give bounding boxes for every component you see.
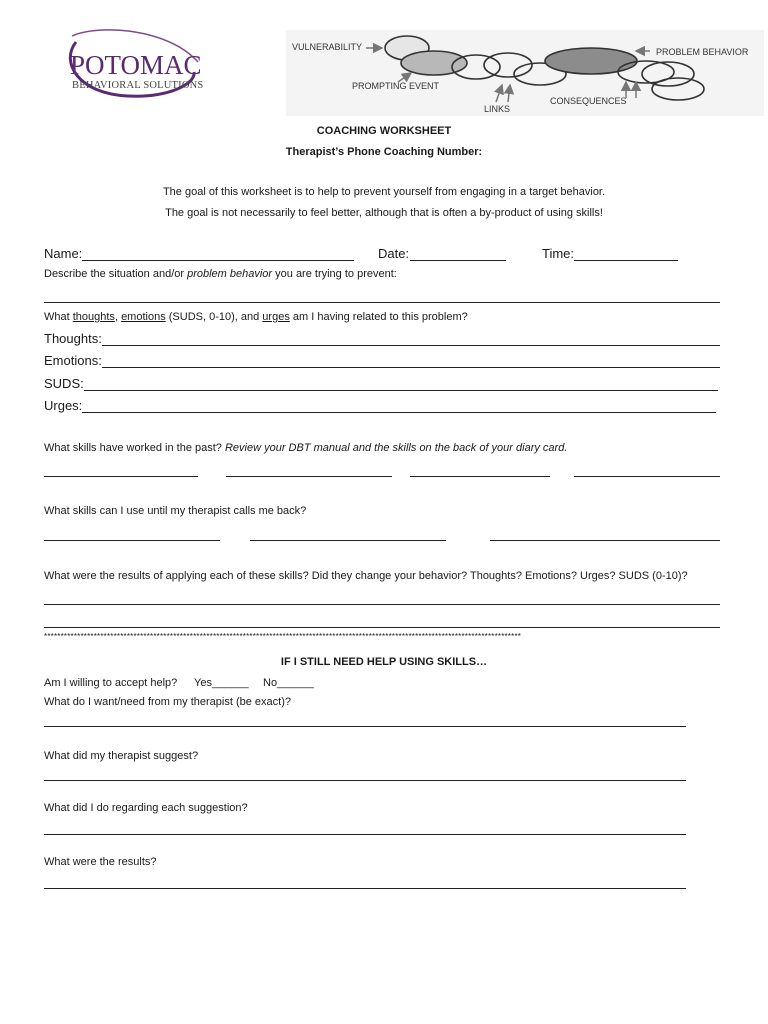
- thoughts-emotions-urges-prompt: What thoughts, emotions (SUDS, 0-10), and urges am I having related to this problem?: [44, 311, 468, 323]
- urges-field[interactable]: [82, 412, 716, 413]
- logo-tagline: BEHAVIORAL SOLUTIONS: [72, 80, 204, 91]
- section-2-title: IF I STILL NEED HELP USING SKILLS…: [280, 656, 488, 668]
- situation-answer-line[interactable]: [44, 302, 720, 303]
- therapist-suggest-answer-line[interactable]: [44, 780, 686, 781]
- accept-help-prompt: Am I willing to accept help?: [44, 677, 178, 689]
- callback-skill-field-3[interactable]: [490, 540, 720, 541]
- skill-results-line-1[interactable]: [44, 604, 720, 605]
- section-divider: ************************************************************************************************************************************************: [44, 632, 522, 641]
- intro-line-1: The goal of this worksheet is to help to prevent yourself from engaging in a target behavior.: [162, 186, 606, 198]
- skill-results-line-2[interactable]: [44, 627, 720, 628]
- therapist-suggest-prompt: What did my therapist suggest?: [44, 750, 199, 762]
- situation-prompt: Describe the situation and/or problem behavior you are trying to prevent:: [44, 268, 397, 280]
- worksheet-title: COACHING WORKSHEET: [316, 125, 452, 137]
- final-results-prompt: What were the results?: [44, 856, 157, 868]
- past-skill-field-4[interactable]: [574, 476, 720, 477]
- date-field[interactable]: [410, 260, 506, 261]
- chain-analysis-diagram: [286, 30, 764, 116]
- name-field[interactable]: [82, 260, 354, 261]
- until-callback-prompt: What skills can I use until my therapist calls me back?: [44, 505, 307, 517]
- want-need-answer-line[interactable]: [44, 726, 686, 727]
- thoughts-field[interactable]: [102, 345, 720, 346]
- logo-wordmark: POTOMAC: [70, 50, 202, 80]
- suggestion-actions-answer-line[interactable]: [44, 834, 686, 835]
- phone-coaching-label: Therapist’s Phone Coaching Number:: [285, 146, 483, 158]
- past-skill-field-1[interactable]: [44, 476, 198, 477]
- time-label: Time:: [542, 246, 575, 261]
- emotions-label: Emotions:: [44, 353, 102, 368]
- skill-results-prompt: What were the results of applying each of these skills? Did they change your behavior? Thoughts? Emotions? Urges? SUDS (0-10)?: [44, 570, 688, 582]
- urges-label: Urges:: [44, 398, 83, 413]
- thoughts-label: Thoughts:: [44, 331, 102, 346]
- final-results-answer-line[interactable]: [44, 888, 686, 889]
- past-skills-prompt: What skills have worked in the past? Review your DBT manual and the skills on the back of your diary card.: [44, 442, 568, 454]
- intro-line-2: The goal is not necessarily to feel better, although that is often a by-product of using skills!: [165, 207, 603, 219]
- no-option[interactable]: No______: [263, 677, 314, 689]
- vulnerability-label: VULNERABILITY: [292, 42, 363, 52]
- suds-label: SUDS:: [44, 376, 84, 391]
- emotions-field[interactable]: [102, 367, 720, 368]
- past-skill-field-3[interactable]: [410, 476, 550, 477]
- callback-skill-field-2[interactable]: [250, 540, 446, 541]
- links-label: LINKS: [484, 104, 511, 114]
- suds-field[interactable]: [84, 390, 718, 391]
- potomac-logo: [58, 22, 203, 102]
- consequences-label: CONSEQUENCES: [550, 96, 627, 106]
- prompting-event-label: PROMPTING EVENT: [352, 81, 440, 91]
- callback-skill-field-1[interactable]: [44, 540, 220, 541]
- time-field[interactable]: [574, 260, 678, 261]
- date-label: Date:: [378, 246, 410, 261]
- past-skill-field-2[interactable]: [226, 476, 392, 477]
- suggestion-actions-prompt: What did I do regarding each suggestion?: [44, 802, 248, 814]
- yes-option[interactable]: Yes______: [194, 677, 249, 689]
- name-label: Name:: [44, 246, 83, 261]
- want-need-prompt: What do I want/need from my therapist (be exact)?: [44, 696, 292, 708]
- problem-behavior-label: PROBLEM BEHAVIOR: [656, 47, 749, 57]
